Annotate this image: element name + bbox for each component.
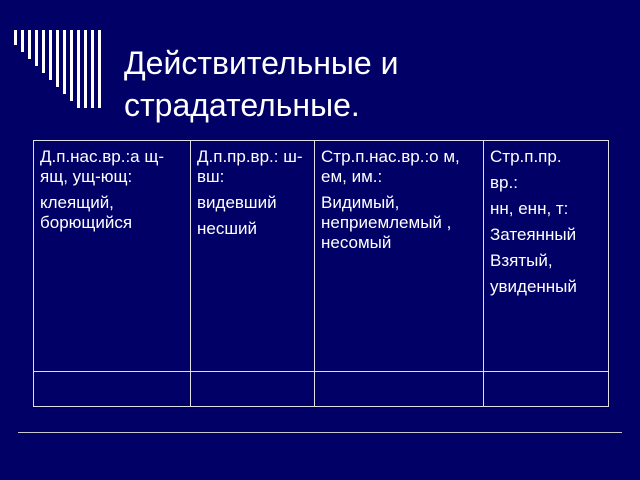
footer-divider — [18, 432, 622, 433]
slide-title — [124, 42, 398, 126]
table-cell-active-present — [34, 141, 191, 372]
slide-title-line1: Действительные и — [124, 45, 399, 81]
table-row — [34, 372, 609, 407]
table-cell-passive-past — [484, 141, 609, 372]
table-row — [34, 141, 609, 372]
cell-line: Взятый, — [490, 251, 553, 270]
cell-line: вр.: — [490, 173, 518, 192]
cell-line: Д.п.нас.вр.:а щ-ящ, ущ-ющ: — [40, 147, 164, 186]
cell-line: Видимый, неприемлемый , несомый — [321, 193, 452, 252]
table-cell-empty — [34, 372, 191, 407]
cell-line: несший — [197, 219, 257, 238]
cell-line: Затеянный — [490, 225, 577, 244]
table-cell-passive-present — [315, 141, 484, 372]
cell-line: нн, енн, т: — [490, 199, 569, 218]
table-cell-empty — [484, 372, 609, 407]
table-cell-empty — [191, 372, 315, 407]
participles-table — [33, 140, 609, 407]
slide-title-line2: страдательные. — [124, 87, 360, 123]
cell-line: Д.п.пр.вр.: ш-вш: — [197, 147, 303, 186]
cell-line: Стр.п.нас.вр.:о м, ем, им.: — [321, 147, 460, 186]
table-cell-empty — [315, 372, 484, 407]
decorative-stripes — [0, 0, 110, 110]
cell-line: увиденный — [490, 277, 577, 296]
cell-line: видевший — [197, 193, 277, 212]
table-cell-active-past — [191, 141, 315, 372]
cell-line: клеящий, борющийся — [40, 193, 133, 232]
cell-line: Стр.п.пр. — [490, 147, 562, 166]
